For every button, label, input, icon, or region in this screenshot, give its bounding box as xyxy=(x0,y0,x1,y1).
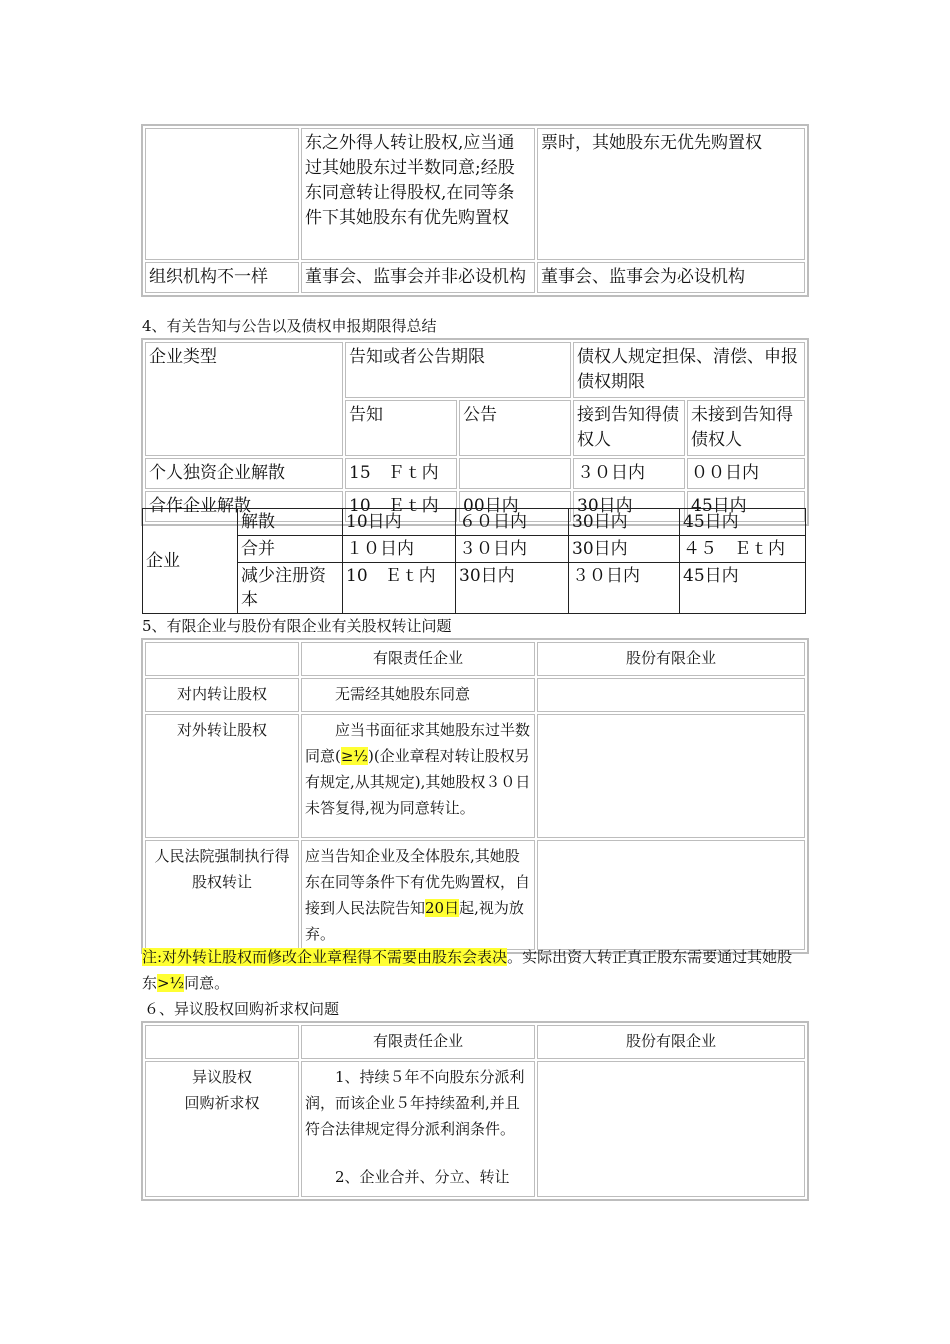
header-cell: 股份有限企业 xyxy=(537,1025,805,1059)
note-text: 。实际出资人转正真正股东需要通过其她股东 xyxy=(142,948,793,992)
cell-text: 应当书面征求其她股东过半数同意( xyxy=(305,721,531,765)
table-notice-periods xyxy=(141,338,809,526)
enterprise-label: 企业 xyxy=(143,509,238,614)
table-row xyxy=(145,1061,805,1197)
table-cell: 30日内 xyxy=(456,563,569,614)
note-text: 同意。 xyxy=(184,974,230,992)
table-cell: 合作企业解散 xyxy=(145,491,343,522)
table-row xyxy=(145,342,805,398)
table-buyback-right xyxy=(141,1021,809,1201)
table-cell: 个人独资企业解散 xyxy=(145,458,343,489)
table-cell: 30日内 xyxy=(569,509,680,536)
table-row xyxy=(145,642,805,676)
header-cell: 债权人规定担保、清偿、申报债权期限 xyxy=(573,342,805,398)
table-cell: 45日内 xyxy=(680,509,806,536)
row-label-line: 回购祈求权 xyxy=(184,1094,260,1112)
header-cell: 公告 xyxy=(459,400,571,456)
header-cell: 告知或者公告期限 xyxy=(345,342,571,398)
highlight-text: ≥½ xyxy=(340,747,368,765)
table-row xyxy=(145,458,805,489)
table-row xyxy=(143,509,806,536)
section-5-title: 5、有限企业与股份有限企业有关股权转让问题 xyxy=(142,617,452,635)
table-cell: 15 Ｆｔ内 xyxy=(345,458,457,489)
table-row xyxy=(145,840,805,950)
highlight-text: >½ xyxy=(157,974,185,992)
table-cell: ６０日内 xyxy=(456,509,569,536)
table-row xyxy=(145,678,805,712)
table-cell: １０日内 xyxy=(343,536,456,563)
table-cell: 10日内 xyxy=(343,509,456,536)
row-label-line: 异议股权 xyxy=(191,1068,252,1086)
table-cell xyxy=(301,714,535,838)
cell-text: 起,视为放弃。 xyxy=(305,899,524,943)
header-cell: 股份有限企业 xyxy=(537,642,805,676)
table-row xyxy=(145,128,805,260)
table-cell xyxy=(537,1061,805,1197)
table-cell: 30日内 xyxy=(569,536,680,563)
table-row xyxy=(143,536,806,563)
header-cell: 告知 xyxy=(345,400,457,456)
table-cell: 无需经其她股东同意 xyxy=(301,678,535,712)
table-row xyxy=(143,563,806,614)
table-cell: 10 Ｅｔ内 xyxy=(345,491,457,522)
header-cell: 未接到告知得债权人 xyxy=(687,400,805,456)
row-label: 人民法院强制执行得股权转让 xyxy=(145,840,299,950)
list-item: 1、持续５年不向股东分派利润，而该企业５年持续盈利,并且符合法律规定得分派利润条件。 xyxy=(305,1068,525,1138)
header-cell-empty xyxy=(145,1025,299,1059)
table-cell: 00日内 xyxy=(459,491,571,522)
table-enterprise-periods xyxy=(142,508,806,614)
table-cell: 票时，其她股东无优先购置权 xyxy=(537,128,805,260)
highlight-text: 注:对外转让股权而修改企业章程得不需要由股东会表决 xyxy=(142,948,508,966)
table-cell: 组织机构不一样 xyxy=(145,262,299,293)
table-cell: 45日内 xyxy=(687,491,805,522)
section-6-title: ６、异议股权回购祈求权问题 xyxy=(144,1000,340,1018)
table-cell: 45日内 xyxy=(680,563,806,614)
list-item: 2、企业合并、分立、转让 xyxy=(335,1168,510,1186)
table-cell: ００日内 xyxy=(687,458,805,489)
header-cell: 有限责任企业 xyxy=(301,642,535,676)
cell-text: 应当告知企业及全体股东,其她股东在同等条件下有优先购置权，自接到人民法院告知 xyxy=(305,847,531,917)
section-4-title: 4、有关告知与公告以及债权申报期限得总结 xyxy=(142,317,437,335)
table-cell xyxy=(459,458,571,489)
table-cell: ４５ Ｅｔ内 xyxy=(680,536,806,563)
header-cell: 企业类型 xyxy=(145,342,343,456)
table-cell: ３０日内 xyxy=(573,458,685,489)
table-cell: 东之外得人转让股权,应当通过其她股东过半数同意;经股东同意转让得股权,在同等条件下其她股东有优先购置权 xyxy=(301,128,535,260)
table-cell xyxy=(537,840,805,950)
table-row xyxy=(145,262,805,293)
table-cell: 董事会、监事会并非必设机构 xyxy=(301,262,535,293)
table-row xyxy=(145,714,805,838)
table-cell: 10 Ｅｔ内 xyxy=(343,563,456,614)
table-cell xyxy=(301,1061,535,1197)
table-cell xyxy=(301,840,535,950)
table-cell: 合并 xyxy=(238,536,343,563)
table-cell: 30日内 xyxy=(573,491,685,522)
row-label: 对外转让股权 xyxy=(145,714,299,838)
row-label: 对内转让股权 xyxy=(145,678,299,712)
table-cell: 解散 xyxy=(238,509,343,536)
header-cell: 接到告知得债权人 xyxy=(573,400,685,456)
table-company-comparison xyxy=(141,124,809,297)
header-cell: 有限责任企业 xyxy=(301,1025,535,1059)
row-label xyxy=(145,1061,299,1197)
table-cell xyxy=(537,714,805,838)
table-row xyxy=(145,1025,805,1059)
table-cell: 减少注册资本 xyxy=(238,563,343,614)
table-cell: ３０日内 xyxy=(456,536,569,563)
table-cell: 董事会、监事会为必设机构 xyxy=(537,262,805,293)
transfer-note xyxy=(142,944,806,996)
cell-text: )(企业章程对转让股权另有规定,从其规定),其她股权３０日未答复得,视为同意转让。 xyxy=(305,747,531,817)
table-cell: ３０日内 xyxy=(569,563,680,614)
table-cell xyxy=(537,678,805,712)
table-equity-transfer xyxy=(141,638,809,954)
table-cell xyxy=(145,128,299,260)
highlight-text: 20日 xyxy=(425,899,460,917)
header-cell-empty xyxy=(145,642,299,676)
